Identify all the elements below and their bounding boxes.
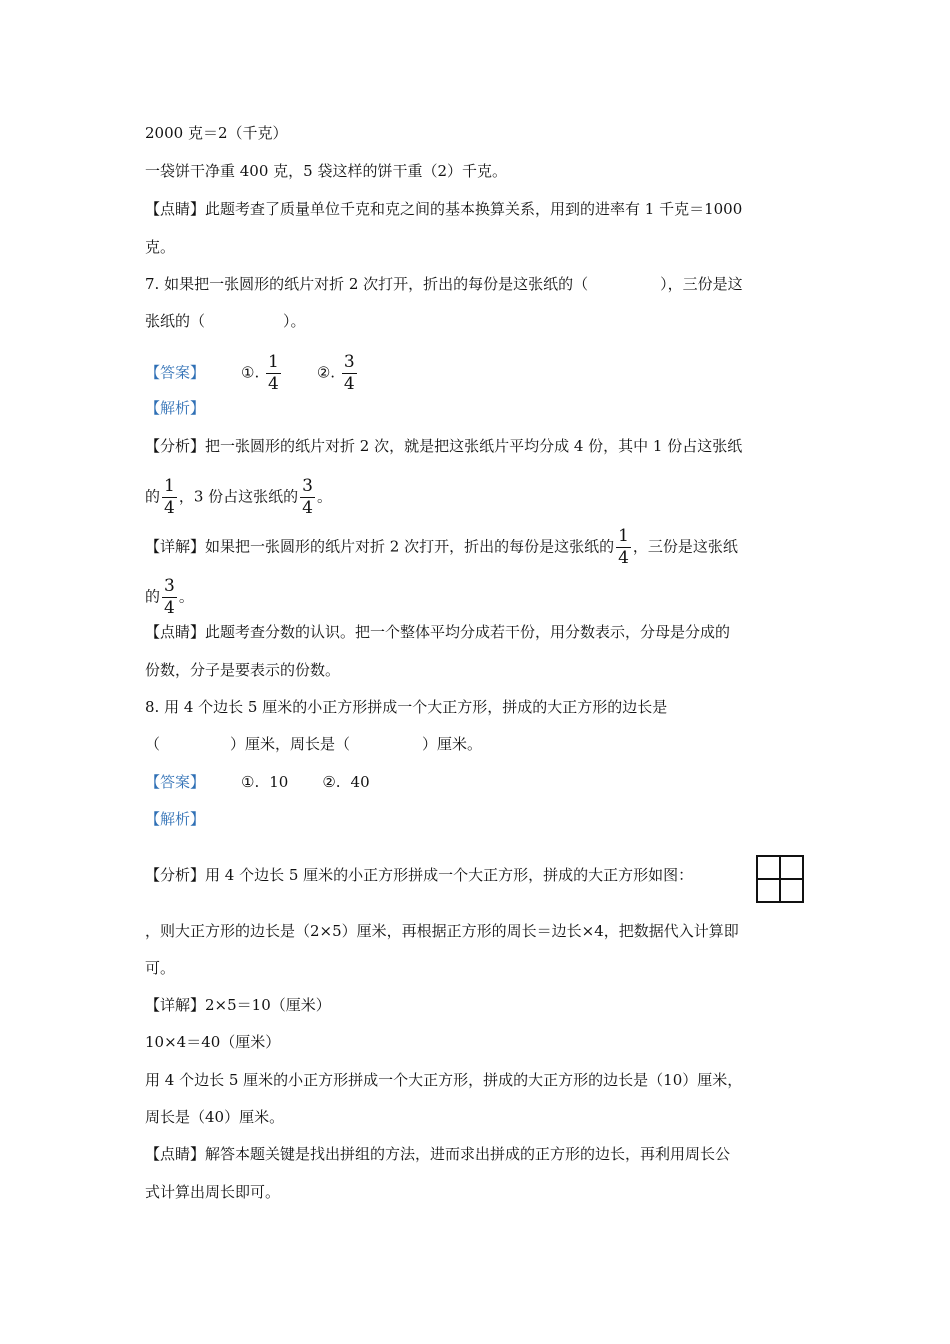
denominator: 4 [164, 498, 175, 518]
numerator: 3 [302, 476, 313, 496]
fraction [300, 478, 315, 517]
analysis-label: 【解析】 [145, 810, 206, 828]
fraction [162, 578, 177, 617]
answer-marker: ①. [241, 363, 260, 382]
comment-line: 份数，分子是要表示的份数。 [145, 661, 341, 679]
comment-line: 【点睛】此题考查了质量单位千克和克之间的基本换算关系，用到的进率有 1 千克＝1000 [145, 200, 743, 218]
answer-value: 10 [269, 773, 289, 791]
comment-line: 克。 [145, 238, 176, 256]
detail-line [145, 528, 738, 567]
q8-question-text: ）厘米，周长是（ [230, 735, 351, 753]
detail-text: 。 [178, 587, 194, 606]
fraction [162, 478, 177, 517]
detail-line: 【详解】2×5＝10（厘米） [145, 996, 331, 1014]
q8-question [145, 734, 482, 754]
fraction [616, 528, 631, 567]
text-line: 2000 克＝2（千克） [145, 124, 288, 142]
q8-answer [145, 772, 370, 792]
q8-question-text: （ [145, 735, 161, 753]
numerator: 3 [164, 576, 175, 596]
analysis-line: 【分析】用 4 个边长 5 厘米的小正方形拼成一个大正方形，拼成的大正方形如图： [145, 866, 694, 884]
q7-question-text: 7. 如果把一张圆形的纸片对折 2 次打开，折出的每份是这张纸的（ [145, 275, 589, 293]
detail-line: 10×4＝40（厘米） [145, 1033, 281, 1051]
q7-question [145, 311, 306, 331]
detail-text: 的 [145, 587, 161, 606]
comment-line: 式计算出周长即可。 [145, 1183, 281, 1201]
numerator: 3 [343, 352, 355, 372]
four-squares-figure [756, 855, 804, 903]
detail-text: 【详解】如果把一张圆形的纸片对折 2 次打开，折出的每份是这张纸的 [145, 537, 615, 556]
fraction [266, 354, 281, 393]
q7-question-text: ），三份是这 [660, 275, 743, 293]
answer-marker: ②. [316, 363, 336, 382]
analysis-text: 。 [316, 487, 332, 506]
answer-label: 【答案】 [145, 363, 206, 382]
numerator: 1 [618, 526, 629, 546]
numerator: 1 [164, 476, 175, 496]
answer-marker: ②. [322, 773, 341, 791]
analysis-text: ，3 份占这张纸的 [178, 487, 299, 506]
analysis-line: 【分析】把一张圆形的纸片对折 2 次，就是把这张纸片平均分成 4 份，其中 1 份占这张纸 [145, 437, 743, 455]
analysis-line: 可。 [145, 959, 176, 977]
denominator: 4 [302, 498, 313, 518]
numerator: 1 [268, 352, 279, 372]
q8-question-text: ）厘米。 [422, 735, 483, 753]
denominator: 4 [164, 598, 175, 618]
fraction [342, 354, 357, 393]
comment-line: 【点睛】解答本题关键是找出拼组的方法，进而求出拼成的正方形的边长，再利用周长公 [145, 1145, 731, 1163]
q7-question-text: 张纸的（ [145, 312, 206, 330]
comment-line: 【点睛】此题考查分数的认识。把一个整体平均分成若干份，用分数表示，分母是分成的 [145, 623, 731, 641]
denominator: 4 [618, 548, 629, 568]
detail-line: 周长是（40）厘米。 [145, 1108, 285, 1126]
analysis-line [145, 478, 332, 517]
detail-line [145, 578, 194, 617]
detail-line: 用 4 个边长 5 厘米的小正方形拼成一个大正方形，拼成的大正方形的边长是（10）厘米， [145, 1071, 743, 1089]
analysis-text: 的 [145, 487, 161, 506]
denominator: 4 [343, 374, 355, 394]
q7-question [145, 274, 743, 294]
text-line: 一袋饼干净重 400 克，5 袋这样的饼干重（2）千克。 [145, 162, 508, 180]
q8-question: 8. 用 4 个边长 5 厘米的小正方形拼成一个大正方形，拼成的大正方形的边长是 [145, 698, 668, 716]
q7-question-text: ）。 [283, 312, 306, 330]
denominator: 4 [268, 374, 279, 394]
answer-marker: ①. [241, 773, 260, 791]
detail-text: ，三份是这张纸 [632, 537, 738, 556]
analysis-line: ，则大正方形的边长是（2×5）厘米，再根据正方形的周长＝边长×4，把数据代入计算即 [145, 922, 739, 940]
q7-answer [145, 354, 359, 393]
analysis-label: 【解析】 [145, 399, 206, 417]
answer-value: 40 [350, 773, 370, 791]
answer-label: 【答案】 [145, 773, 206, 791]
